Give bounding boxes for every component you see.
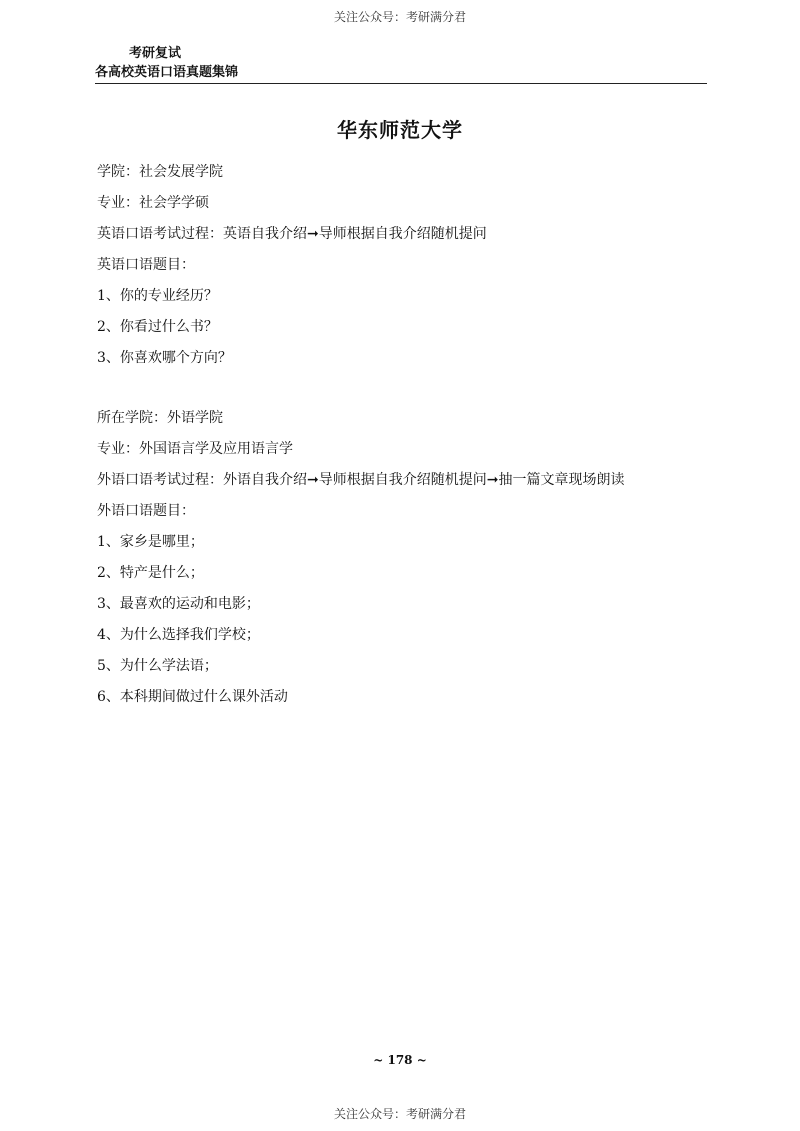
question-item: 3、最喜欢的运动和电影；: [97, 596, 260, 612]
section-social-development: [97, 157, 717, 374]
section-foreign-languages: [97, 403, 717, 713]
top-watermark: 关注公众号：考研满分君: [333, 10, 466, 24]
exam-process-line: 英语口语考试过程：英语自我介绍➞导师根据自我介绍随机提问: [97, 226, 487, 242]
question-item: 2、特产是什么；: [97, 565, 204, 581]
exam-process-line: 外语口语考试过程：外语自我介绍➞导师根据自我介绍随机提问➞抽一篇文章现场朗读: [97, 472, 625, 488]
bottom-watermark: 关注公众号：考研满分君: [333, 1107, 466, 1121]
running-header-line1: 考研复试: [129, 46, 182, 61]
college-line: 所在学院：外语学院: [97, 410, 223, 426]
question-item: 1、家乡是哪里；: [97, 534, 204, 550]
question-item: 3、你喜欢哪个方向？: [97, 350, 232, 366]
college-line: 学院：社会发展学院: [97, 164, 223, 180]
running-header-line2: 各高校英语口语真题集锦: [95, 65, 239, 80]
major-line: 专业：外国语言学及应用语言学: [97, 441, 293, 457]
page-number: ~ 178 ~: [373, 1053, 427, 1067]
question-item: 4、为什么选择我们学校；: [97, 627, 260, 643]
question-item: 6、本科期间做过什么课外活动: [97, 689, 288, 705]
major-line: 专业：社会学学硕: [97, 195, 209, 211]
question-item: 2、你看过什么书？: [97, 319, 218, 335]
question-item: 5、为什么学法语；: [97, 658, 218, 674]
questions-heading: 英语口语题目：: [97, 257, 195, 273]
questions-heading: 外语口语题目：: [97, 503, 195, 519]
running-header: [95, 44, 707, 84]
question-item: 1、你的专业经历？: [97, 288, 218, 304]
page-title: 华东师范大学: [337, 118, 463, 142]
